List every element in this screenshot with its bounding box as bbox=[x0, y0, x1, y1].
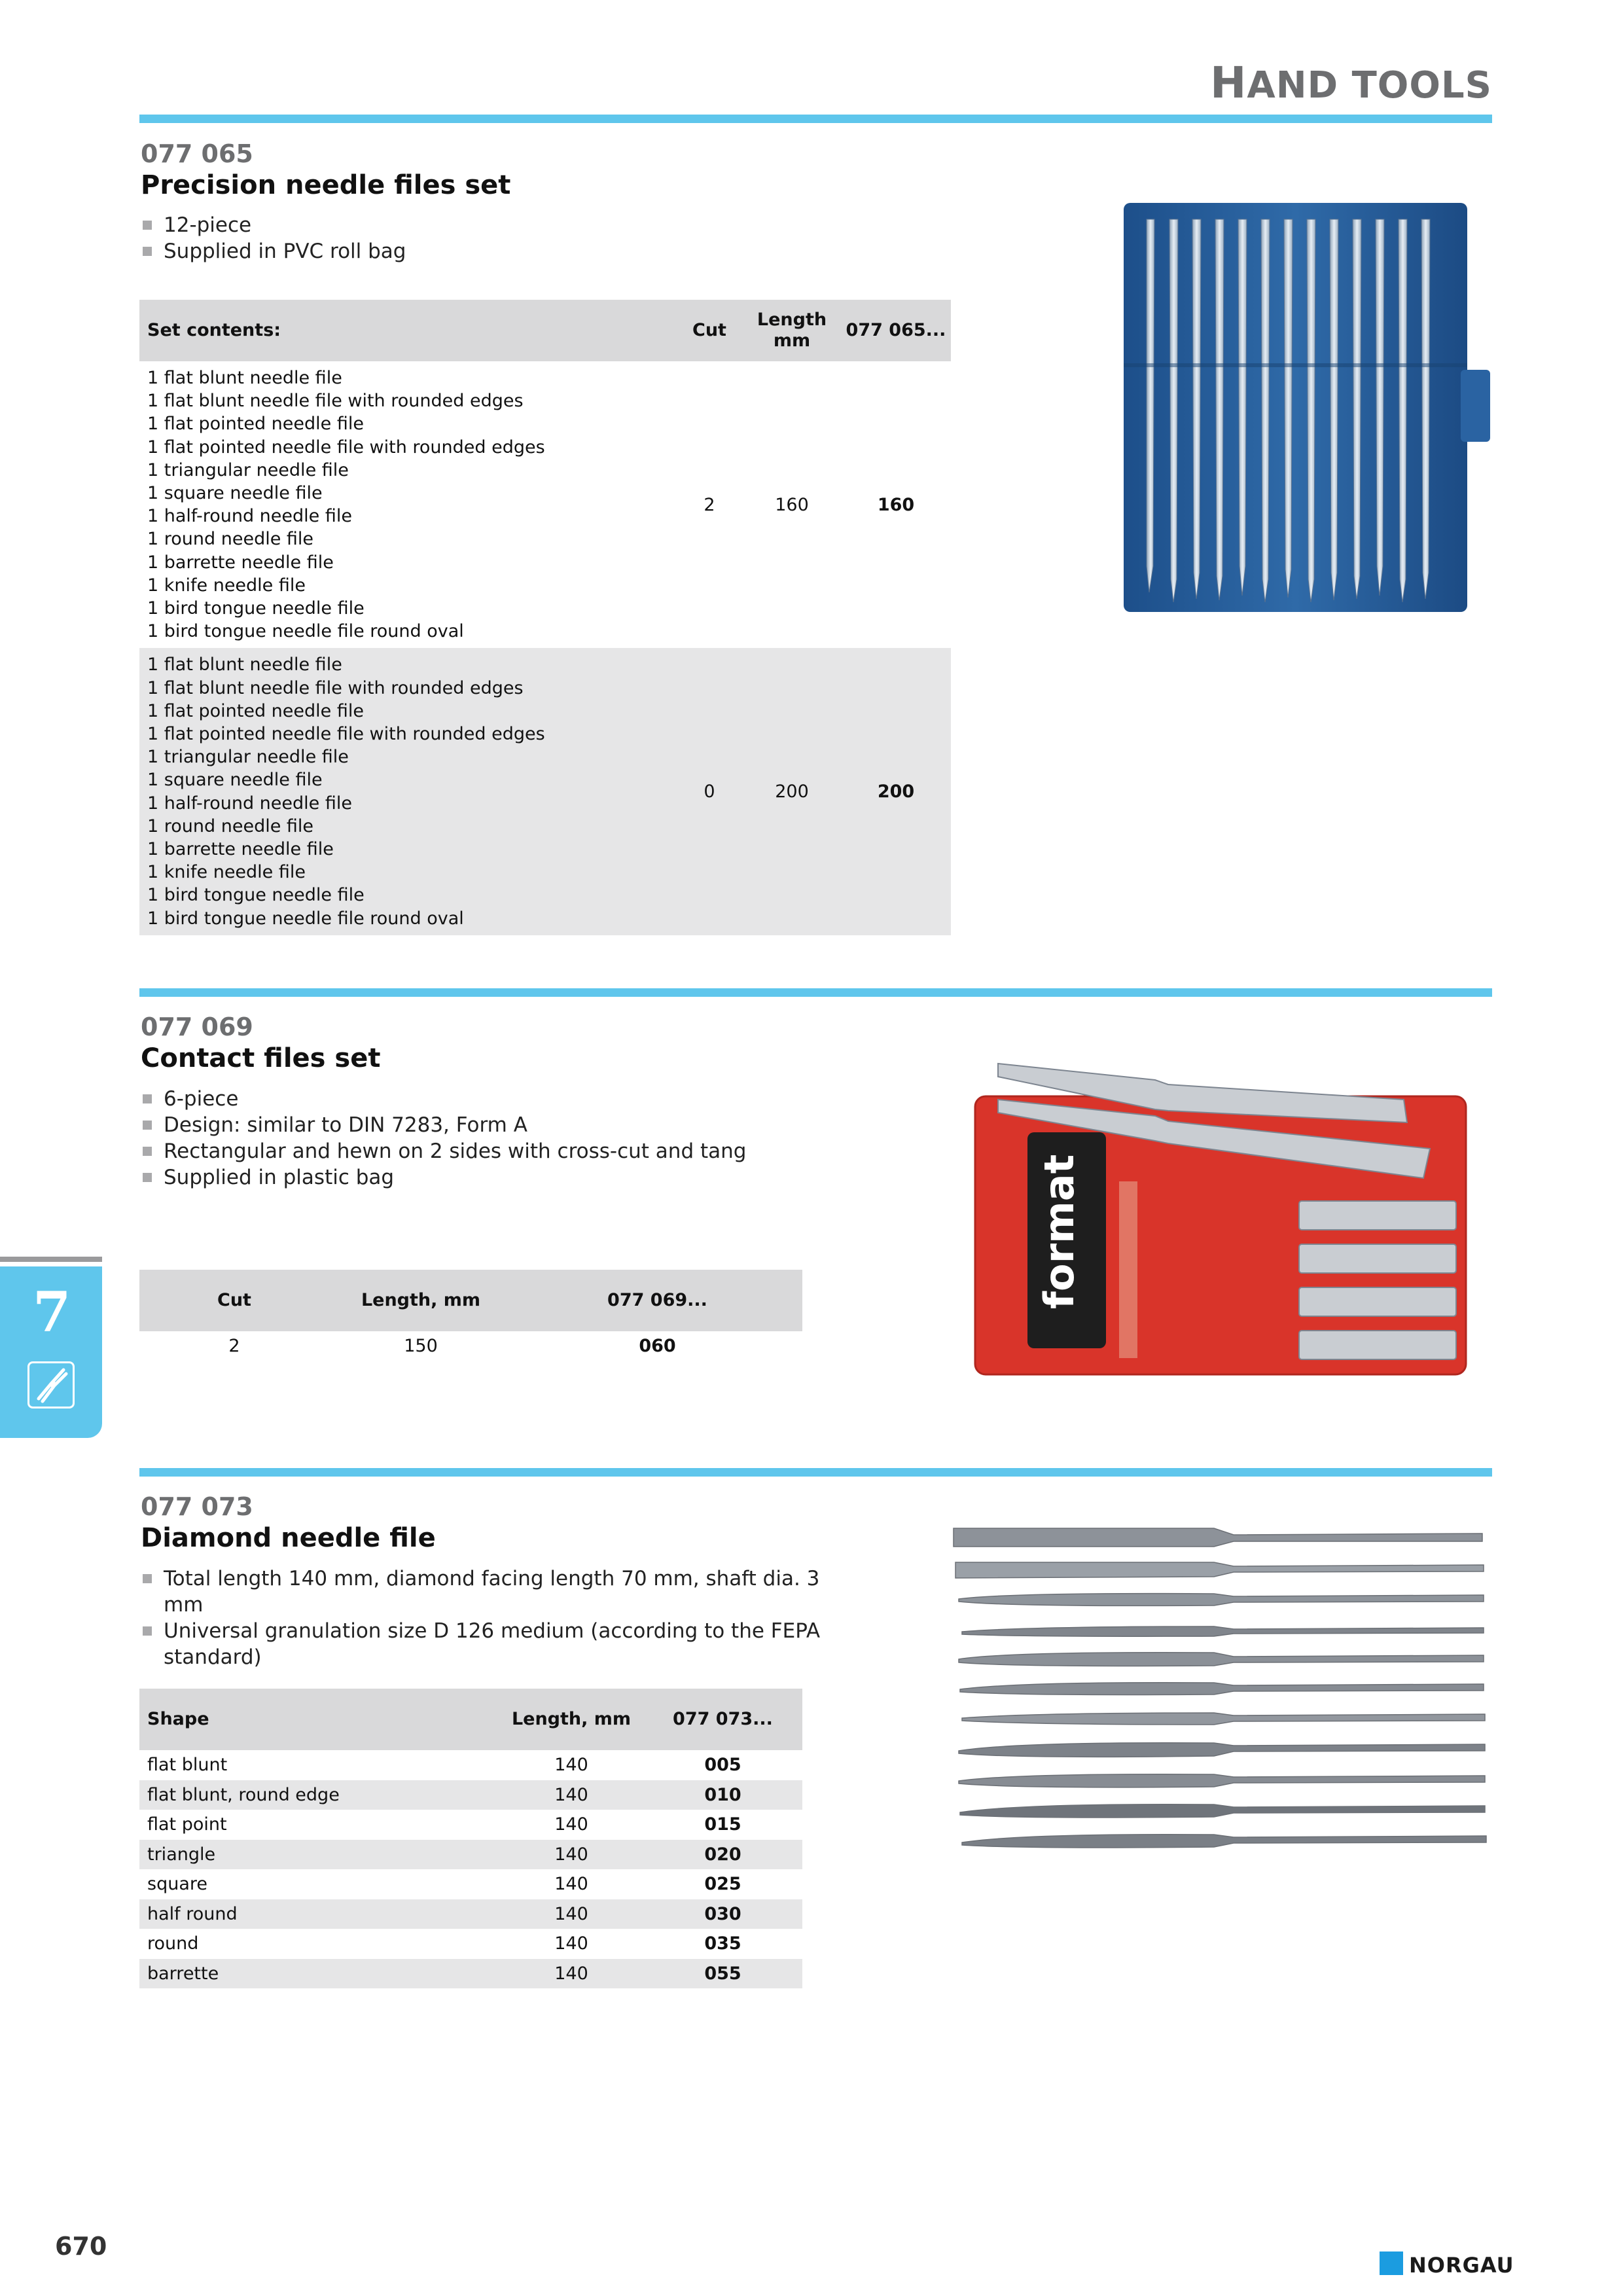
section-code: 077 065 bbox=[141, 139, 253, 168]
table-row bbox=[139, 1929, 802, 1959]
length-cell: 140 bbox=[554, 1963, 588, 1984]
feature-list bbox=[141, 1566, 834, 1670]
set-item: 1 flat pointed needle file with rounded edges bbox=[147, 724, 545, 745]
table-row bbox=[139, 648, 951, 935]
feature-list bbox=[141, 212, 406, 264]
col-header-length: Length, mm bbox=[499, 1689, 643, 1750]
shape-cell: barrette bbox=[147, 1963, 219, 1984]
article-cell: 030 bbox=[704, 1903, 741, 1924]
feature-item: 6-piece bbox=[141, 1086, 746, 1112]
length-cell: 140 bbox=[554, 1755, 588, 1776]
set-item: 1 flat pointed needle file bbox=[147, 700, 364, 721]
needle-files-roll-bag-image bbox=[1120, 200, 1493, 615]
set-item: 1 knife needle file bbox=[147, 575, 306, 596]
length-cell: 140 bbox=[554, 1784, 588, 1805]
length-cell: 140 bbox=[554, 1844, 588, 1865]
feature-item: Total length 140 mm, diamond facing length 70 mm, shaft dia. 3 mm bbox=[141, 1566, 834, 1618]
section-code: 077 069 bbox=[141, 1013, 253, 1041]
set-contents-cell bbox=[139, 361, 676, 648]
length-cell: 140 bbox=[554, 1933, 588, 1954]
section-divider bbox=[139, 1468, 1492, 1477]
table-row bbox=[139, 1899, 802, 1929]
set-item: 1 triangular needle file bbox=[147, 459, 349, 480]
table-row bbox=[139, 1869, 802, 1899]
col-header-shape: Shape bbox=[139, 1689, 499, 1750]
cut-cell: 2 bbox=[228, 1335, 240, 1356]
table-row bbox=[139, 1750, 802, 1780]
length-cell: 200 bbox=[775, 781, 809, 802]
article-cell: 025 bbox=[704, 1874, 741, 1895]
table-row bbox=[139, 361, 951, 648]
table-row bbox=[139, 1331, 802, 1360]
table-row bbox=[139, 1810, 802, 1840]
article-cell: 005 bbox=[704, 1755, 741, 1776]
article-cell: 200 bbox=[877, 781, 915, 802]
set-item: 1 barrette needle file bbox=[147, 552, 334, 573]
shape-cell: half round bbox=[147, 1903, 238, 1924]
col-header-article: 077 065... bbox=[841, 300, 951, 361]
article-cell: 060 bbox=[639, 1335, 676, 1356]
cut-cell: 0 bbox=[704, 781, 715, 802]
table-row bbox=[139, 1840, 802, 1870]
set-item: 1 barrette needle file bbox=[147, 839, 334, 860]
diamond-needle-files-image bbox=[946, 1522, 1495, 1862]
feature-item: Supplied in PVC roll bag bbox=[141, 238, 406, 264]
set-item: 1 half-round needle file bbox=[147, 793, 352, 814]
feature-item: Universal granulation size D 126 medium (according to the FEPA standard) bbox=[141, 1618, 834, 1670]
article-cell: 020 bbox=[704, 1844, 741, 1865]
brand-logo: format bbox=[1035, 1154, 1083, 1309]
set-item: 1 flat blunt needle file with rounded edges bbox=[147, 677, 524, 698]
logo-text: NORGAU bbox=[1409, 2253, 1514, 2278]
cut-cell: 2 bbox=[704, 494, 715, 515]
set-item: 1 round needle file bbox=[147, 816, 314, 836]
set-item: 1 bird tongue needle file round oval bbox=[147, 621, 464, 642]
section-title: Diamond needle file bbox=[141, 1523, 436, 1553]
col-header-length: Length, mm bbox=[329, 1270, 512, 1331]
col-header-length: Length mm bbox=[743, 300, 841, 361]
feature-item: Supplied in plastic bag bbox=[141, 1164, 746, 1191]
set-item: 1 square needle file bbox=[147, 483, 323, 504]
length-cell: 140 bbox=[554, 1814, 588, 1835]
set-item: 1 flat pointed needle file with rounded edges bbox=[147, 437, 545, 457]
set-item: 1 bird tongue needle file bbox=[147, 598, 365, 619]
shape-cell: square bbox=[147, 1874, 207, 1895]
shape-cell: triangle bbox=[147, 1844, 216, 1865]
col-header-cut: Cut bbox=[139, 1270, 329, 1331]
table-row bbox=[139, 1780, 802, 1810]
length-cell: 140 bbox=[554, 1903, 588, 1924]
feature-item: Rectangular and hewn on 2 sides with cross-cut and tang bbox=[141, 1138, 746, 1164]
set-item: 1 half-round needle file bbox=[147, 506, 352, 527]
page-header-title: HAND TOOLS bbox=[1210, 58, 1492, 108]
section-code: 077 073 bbox=[141, 1492, 253, 1521]
col-header-article: 077 073... bbox=[643, 1689, 802, 1750]
set-item: 1 flat blunt needle file bbox=[147, 368, 342, 388]
col-header-cut: Cut bbox=[676, 300, 743, 361]
article-cell: 055 bbox=[704, 1963, 741, 1984]
article-cell: 035 bbox=[704, 1933, 741, 1954]
feature-item: 12-piece bbox=[141, 212, 406, 238]
length-cell: 150 bbox=[404, 1335, 438, 1356]
article-cell: 015 bbox=[704, 1814, 741, 1835]
set-contents-cell bbox=[139, 648, 676, 935]
length-cell: 160 bbox=[775, 494, 809, 515]
article-cell: 010 bbox=[704, 1784, 741, 1805]
set-item: 1 triangular needle file bbox=[147, 747, 349, 768]
set-item: 1 bird tongue needle file bbox=[147, 885, 365, 906]
contact-files-bag-image bbox=[972, 1050, 1469, 1378]
col-header-set-contents: Set contents: bbox=[139, 300, 676, 361]
page-number: 670 bbox=[55, 2232, 107, 2261]
pliers-icon bbox=[27, 1361, 75, 1408]
side-tab-divider bbox=[0, 1257, 102, 1262]
section-divider bbox=[139, 988, 1492, 997]
feature-list bbox=[141, 1086, 746, 1191]
set-item: 1 square needle file bbox=[147, 770, 323, 791]
shape-cell: flat blunt bbox=[147, 1755, 228, 1776]
shape-cell: flat blunt, round edge bbox=[147, 1784, 340, 1805]
shape-cell: flat point bbox=[147, 1814, 227, 1835]
set-item: 1 round needle file bbox=[147, 529, 314, 550]
shape-cell: round bbox=[147, 1933, 199, 1954]
diamond-needle-file-table bbox=[139, 1689, 802, 1988]
set-contents-table bbox=[139, 300, 951, 935]
chapter-number: 7 bbox=[33, 1280, 71, 1344]
table-row bbox=[139, 1959, 802, 1989]
set-item: 1 flat blunt needle file bbox=[147, 655, 342, 675]
section-title: Precision needle files set bbox=[141, 170, 511, 200]
section-divider bbox=[139, 115, 1492, 123]
col-header-article: 077 069... bbox=[512, 1270, 802, 1331]
set-item: 1 knife needle file bbox=[147, 862, 306, 883]
length-cell: 140 bbox=[554, 1874, 588, 1895]
set-item: 1 flat pointed needle file bbox=[147, 414, 364, 435]
set-item: 1 bird tongue needle file round oval bbox=[147, 908, 464, 929]
contact-files-table bbox=[139, 1270, 802, 1360]
set-item: 1 flat blunt needle file with rounded edges bbox=[147, 391, 524, 412]
section-title: Contact files set bbox=[141, 1043, 381, 1073]
article-cell: 160 bbox=[877, 494, 915, 515]
feature-item: Design: similar to DIN 7283, Form A bbox=[141, 1112, 746, 1138]
logo-square-icon bbox=[1380, 2251, 1403, 2275]
